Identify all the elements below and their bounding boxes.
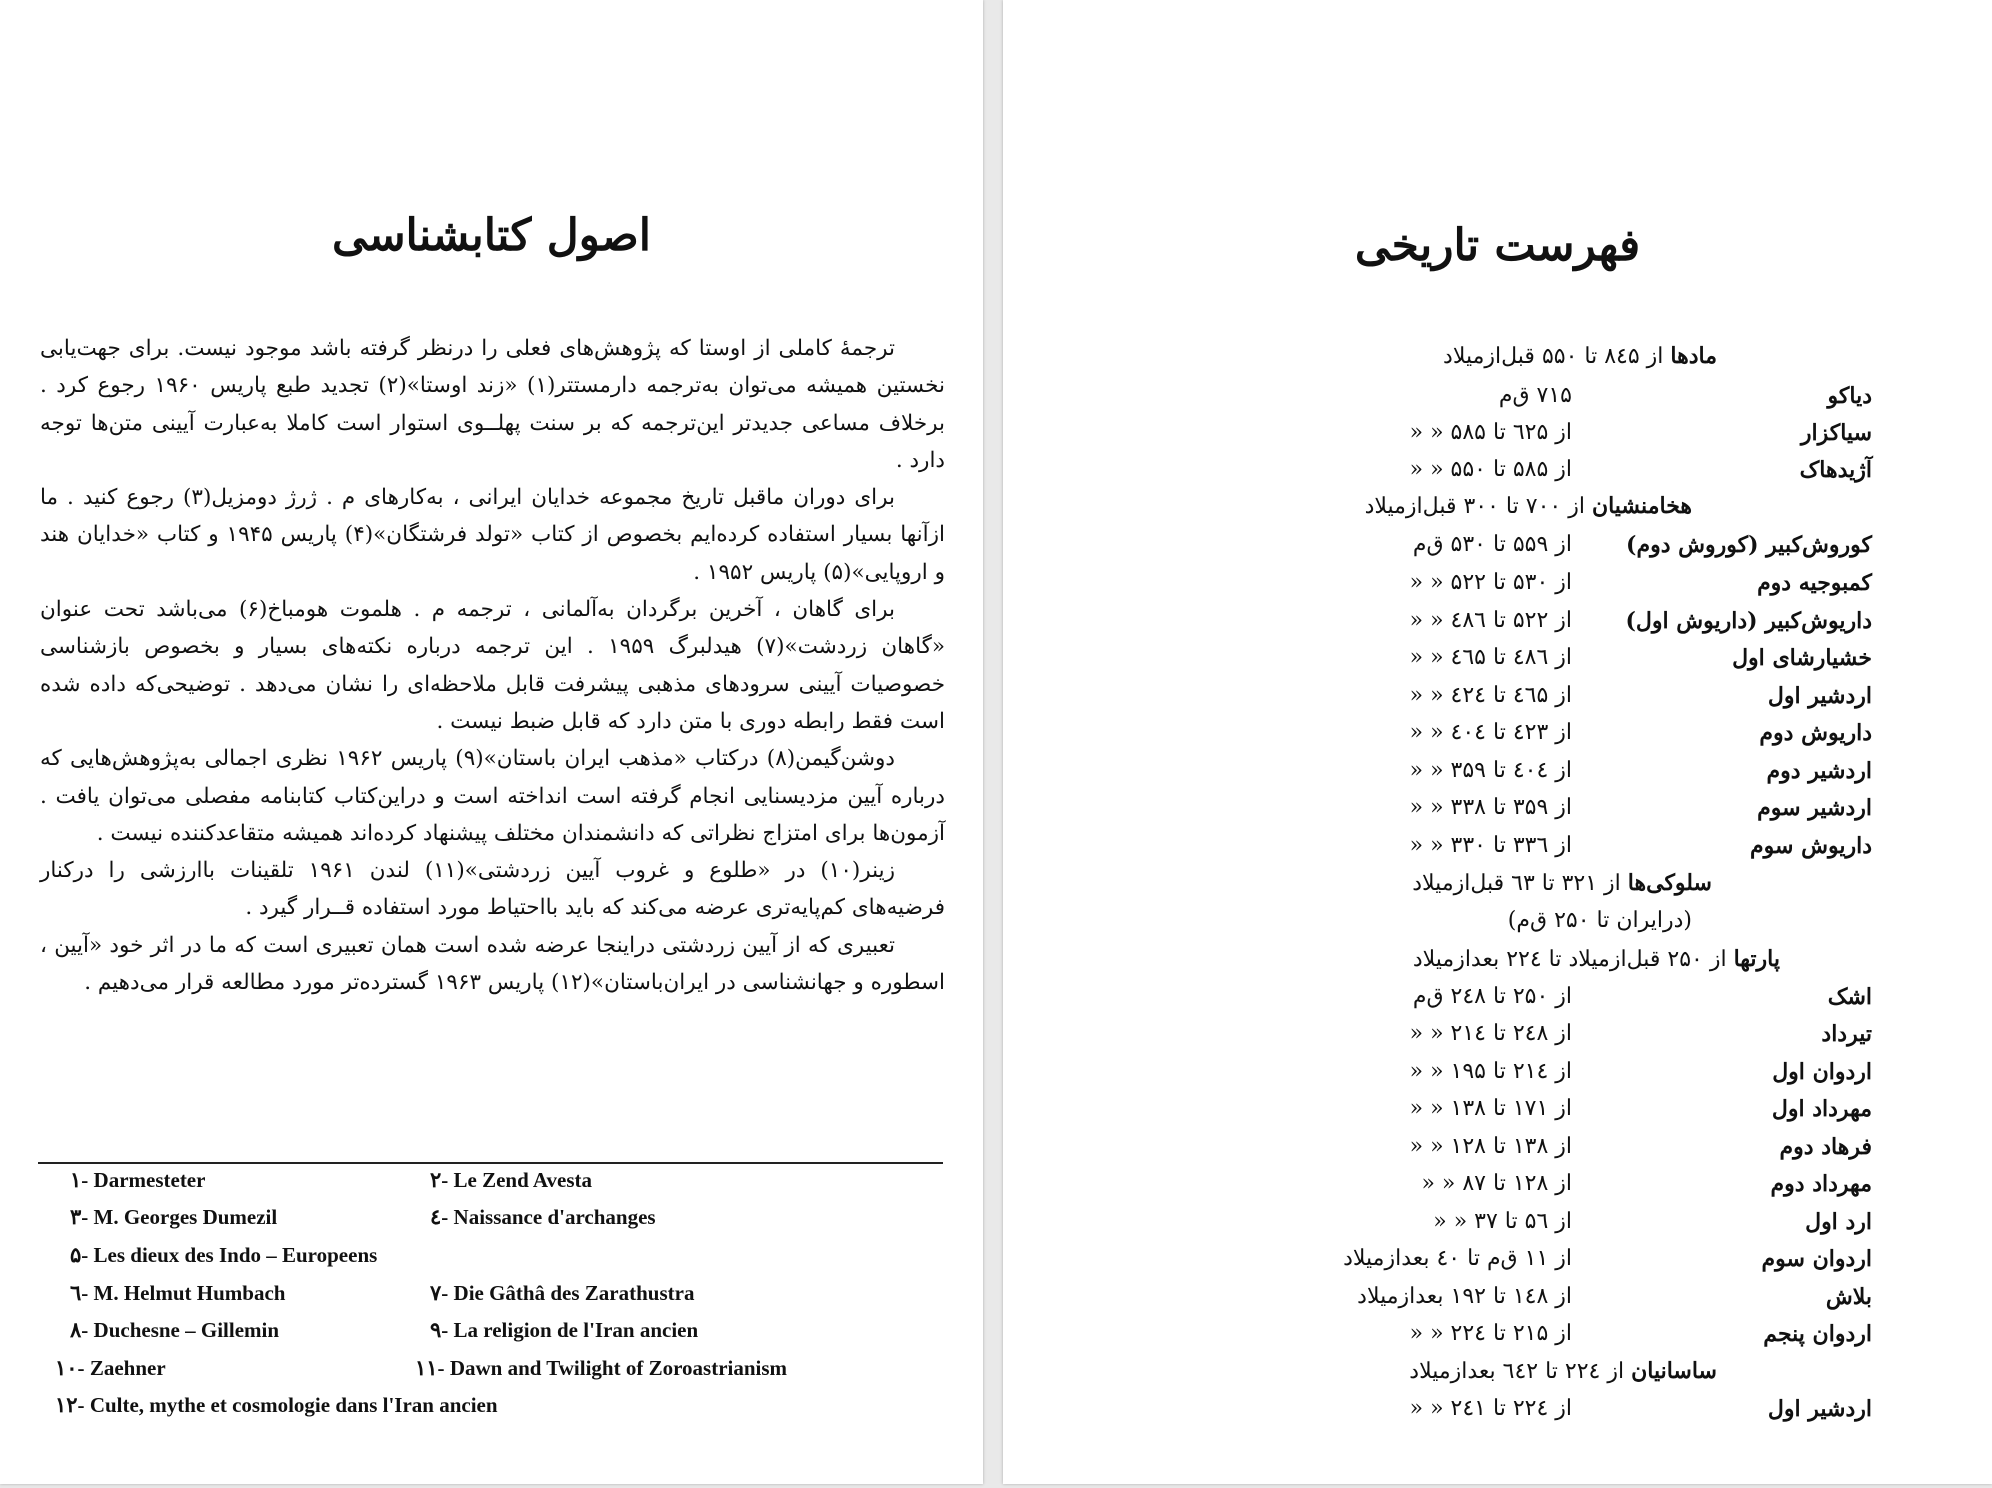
ruler-name: ارد اول <box>1805 1209 1872 1235</box>
footnote-number: ۱۰- <box>55 1356 85 1380</box>
ruler-row <box>1172 683 1872 715</box>
footnote-number: ۱۱- <box>415 1356 445 1380</box>
dynasty-range: از ۸٤۵ تا ۵۵۰ قبل‌ازمیلاد <box>1443 344 1664 369</box>
ruler-row <box>1172 1284 1872 1316</box>
right-page <box>1003 0 1992 1484</box>
ruler-name: سیاکزار <box>1800 420 1872 446</box>
footnote-text: Duchesne – Gillemin <box>93 1318 280 1342</box>
footnote-item <box>430 1318 698 1343</box>
dynasty-name: سلوکی‌ها <box>1627 870 1712 896</box>
ruler-name: تیرداد <box>1821 1021 1872 1047</box>
dynasty-header <box>1413 946 1780 972</box>
ruler-row <box>1172 1021 1872 1053</box>
footnote-number: ۲- <box>430 1168 449 1192</box>
ruler-range: از ۱۲۸ تا ۸۷ « « <box>1421 1171 1572 1196</box>
ruler-name: مهرداد دوم <box>1770 1171 1872 1197</box>
ruler-name: اردشیر سوم <box>1757 795 1872 821</box>
left-page <box>0 0 983 1484</box>
ruler-range: از ۵۵۹ تا ۵۳۰ ق‌م <box>1412 532 1572 557</box>
footnote-text: M. Helmut Humbach <box>93 1281 286 1305</box>
ruler-name: اردوان اول <box>1772 1059 1872 1085</box>
footnote-number: ۹- <box>430 1318 449 1342</box>
ruler-row <box>1172 984 1872 1016</box>
ruler-name: داریوش دوم <box>1759 720 1872 746</box>
ruler-range: از ۵۸۵ تا ۵۵۰ « « <box>1409 457 1572 482</box>
dynasty-header <box>1409 1358 1717 1384</box>
ruler-row <box>1172 570 1872 602</box>
footnote-item <box>70 1281 285 1306</box>
footnote-text: M. Georges Dumezil <box>93 1205 278 1229</box>
ruler-range: از ۱۱ ق‌م تا ٤۰ بعدازمیلاد <box>1343 1246 1572 1271</box>
ruler-range: از ۲۱۵ تا ۲۲٤ « « <box>1409 1321 1572 1346</box>
footnote-divider <box>38 1162 943 1164</box>
ruler-row <box>1172 420 1872 452</box>
ruler-row <box>1172 383 1872 415</box>
ruler-name: خشیارشای اول <box>1732 645 1872 671</box>
ruler-row <box>1172 608 1872 640</box>
footnote-text: Zaehner <box>89 1356 166 1380</box>
paragraph: تعبیری که از آیین زردشتی دراینجا عرضه شده است همان تعبیری است که ما در اثر خود «آیین ، اسطوره و جهانشناسی در ایران‌باستان»(۱۲) پاریس ۱۹۶۳ گسترده‌تر مورد مطالعه قرار می‌دهیم . <box>40 932 945 996</box>
dynasty-name: پارتها <box>1733 946 1780 972</box>
dynasty-name: ساسانیان <box>1631 1358 1717 1384</box>
ruler-name: داریوش‌کبیر (داریوش اول) <box>1625 608 1872 634</box>
ruler-range: از ۳۵۹ تا ۳۳۸ « « <box>1409 795 1572 820</box>
ruler-range: از ٤۰٤ تا ۳۵۹ « « <box>1409 758 1572 783</box>
ruler-range: از ٦۲۵ تا ۵۸۵ « « <box>1409 420 1572 445</box>
ruler-row <box>1172 833 1872 865</box>
chronology-title: فهرست تاریخی <box>1354 220 1641 271</box>
paragraph: زینر(۱۰) در «طلوع و غروب آیین زردشتی»(۱۱) لندن ۱۹۶۱ تلقینات باارزشی را درکنار فرضیه‌های کم‌پایه‌تری عرضه می‌کند که باید بااحتیاط مورد استفاده قــرار گیرد . <box>40 858 945 921</box>
dynasty-header <box>1443 343 1717 369</box>
footnote-item <box>70 1168 205 1193</box>
footnote-number: ۸- <box>70 1318 89 1342</box>
dynasty-range: از ۷۰۰ تا ۳۰۰ قبل‌ازمیلاد <box>1364 494 1585 519</box>
footnote-number: ۱۲- <box>55 1393 85 1417</box>
chronology-list <box>1003 0 1992 1484</box>
ruler-range: از ۵۲۲ تا ٤۸٦ « « <box>1409 608 1572 633</box>
footnote-item <box>70 1243 377 1268</box>
ruler-name: دیاکو <box>1827 383 1872 409</box>
ruler-range: از ۵٦ تا ۳۷ « « <box>1433 1209 1572 1234</box>
ruler-name: اردشیر دوم <box>1766 758 1872 784</box>
footnote-number: ۳- <box>70 1205 89 1229</box>
ruler-name: کوروش‌کبیر (کوروش دوم) <box>1626 532 1872 558</box>
dynasty-name: مادها <box>1670 343 1717 369</box>
footnote-number: ۷- <box>430 1281 449 1305</box>
footnote-item <box>70 1318 279 1343</box>
ruler-name: داریوش سوم <box>1750 833 1872 859</box>
paragraph: دوشن‌گیمن(۸) درکتاب «مذهب ایران باستان»(۹) پاریس ۱۹۶۲ نظری اجمالی به‌پژوهش‌هایی که درباره آیین مزدیسنایی انجام گرفته است انداخته است و دراین‌کتاب کتابنامه مفصلی می‌توان یافت . آزمون‌ها برای امتزاج نظراتی که دانشمندان مختلف پیشنهاد کرده‌اند همیشه متقاعدکننده نیست . <box>40 746 945 846</box>
footnote-item <box>70 1205 277 1230</box>
footnote-item <box>55 1356 166 1381</box>
ruler-row <box>1172 1059 1872 1091</box>
footnote-number: ٦- <box>70 1281 89 1305</box>
footnote-text: Les dieux des Indo – Europeens <box>93 1243 378 1267</box>
ruler-range: از ۵۳۰ تا ۵۲۲ « « <box>1409 570 1572 595</box>
dynasty-range: از ۲۵۰ قبل‌ازمیلاد تا ۲۲٤ بعدازمیلاد <box>1412 947 1727 972</box>
ruler-row <box>1172 457 1872 489</box>
ruler-range: ۷۱۵ ق‌م <box>1498 383 1572 408</box>
ruler-range: از ۱٤۸ تا ۱۹۲ بعدازمیلاد <box>1357 1284 1572 1309</box>
paragraph: برای گاهان ، آخرین برگردان به‌آلمانی ، ترجمه م . هلموت هومباخ(۶) می‌باشد تحت عنوان «گاهان زردشت»(۷) هیدلبرگ ۱۹۵۹ . این ترجمه درباره نکته‌های بسیار و بخصوص بازشناسی خصوصیات آیینی سرودهای مذهبی پیشرفت قابل ملاحظه‌ای را نشان می‌دهد . توضیحی‌که داده شده است فقط رابطه دوری با متن دارد که قابل ضبط نیست . <box>40 597 946 734</box>
footnote-item <box>415 1356 787 1381</box>
ruler-range: از ۳۳٦ تا ۳۳۰ « « <box>1409 833 1572 858</box>
ruler-row <box>1172 1209 1872 1241</box>
ruler-range: از ۱۳۸ تا ۱۲۸ « « <box>1409 1134 1572 1159</box>
dynasty-header <box>1508 908 1692 933</box>
ruler-range: از ٤۸٦ تا ٤٦۵ « « <box>1409 645 1572 670</box>
ruler-row <box>1172 1171 1872 1203</box>
ruler-row <box>1172 645 1872 677</box>
footnote-item <box>55 1393 498 1418</box>
footnote-text: Dawn and Twilight of Zoroastrianism <box>449 1356 788 1380</box>
ruler-row <box>1172 720 1872 752</box>
ruler-row <box>1172 1134 1872 1166</box>
ruler-name: اشک <box>1827 984 1872 1010</box>
footnote-item <box>430 1281 694 1306</box>
footnote-number: ۵- <box>70 1243 89 1267</box>
footnote-item <box>430 1205 656 1230</box>
ruler-range: از ۲۲٤ تا ۲٤۱ « « <box>1409 1396 1572 1421</box>
ruler-name: کمبوجیه دوم <box>1757 570 1872 596</box>
ruler-name: آژیدهاک <box>1799 457 1872 483</box>
ruler-range: از ٤۲۳ تا ٤۰٤ « « <box>1409 720 1572 745</box>
ruler-range: از ۲۵۰ تا ۲٤۸ ق‌م <box>1412 984 1572 1009</box>
ruler-row <box>1172 1396 1872 1428</box>
ruler-range: از ۲٤۸ تا ۲۱٤ « « <box>1409 1021 1572 1046</box>
footnote-text: Culte, mythe et cosmologie dans l'Iran ancien <box>89 1393 498 1417</box>
dynasty-range: (درایران تا ۲۵۰ ق‌م) <box>1507 908 1692 933</box>
dynasty-range: از ۳۲۱ تا ٦۳ قبل‌ازمیلاد <box>1412 871 1621 896</box>
ruler-name: فرهاد دوم <box>1779 1134 1872 1160</box>
dynasty-header <box>1412 870 1712 896</box>
ruler-row <box>1152 1246 1872 1278</box>
dynasty-name: هخامنشیان <box>1591 493 1692 519</box>
dynasty-range: از ۲۲٤ تا ٦٤۲ بعدازمیلاد <box>1409 1359 1625 1384</box>
dynasty-header <box>1365 493 1692 519</box>
footnote-text: Le Zend Avesta <box>453 1168 592 1192</box>
ruler-name: اردوان پنجم <box>1763 1321 1872 1347</box>
ruler-name: اردوان سوم <box>1761 1246 1872 1272</box>
bibliography-text <box>40 330 945 1001</box>
footnote-text: Naissance d'archanges <box>453 1205 656 1229</box>
ruler-name: بلاش <box>1825 1284 1872 1310</box>
ruler-name: اردشیر اول <box>1767 1396 1872 1422</box>
footnote-text: La religion de l'Iran ancien <box>453 1318 699 1342</box>
ruler-row <box>1172 1321 1872 1353</box>
ruler-range: از ۲۱٤ تا ۱۹۵ « « <box>1409 1059 1572 1084</box>
ruler-range: از ٤٦۵ تا ٤۲٤ « « <box>1409 683 1572 708</box>
bibliography-title: اصول کتابشناسی <box>332 210 651 261</box>
footnote-number: ٤- <box>430 1205 449 1229</box>
ruler-row <box>1172 758 1872 790</box>
ruler-row <box>1172 532 1872 564</box>
footnote-text: Darmesteter <box>93 1168 206 1192</box>
footnote-text: Die Gâthâ des Zarathustra <box>453 1281 695 1305</box>
ruler-name: مهرداد اول <box>1771 1096 1872 1122</box>
ruler-range: از ۱۷۱ تا ۱۳۸ « « <box>1409 1096 1572 1121</box>
paragraph: برای دوران ماقبل تاریخ مجموعه خدایان ایرانی ، به‌کارهای م . ژرژ دومزیل(۳) رجوع کنید . ما ازآنها بسیار استفاده کرده‌ایم بخصوص از کتاب «تولد فرشتگان»(۴) پاریس ۱۹۴۵ و کتاب «خدایان هند و اروپایی»(۵) پاریس ۱۹۵۲ . <box>40 485 945 585</box>
ruler-row <box>1172 795 1872 827</box>
footnote-number: ۱- <box>70 1168 89 1192</box>
ruler-row <box>1172 1096 1872 1128</box>
paragraph: ترجمهٔ کاملی از اوستا که پژوهش‌های فعلی را درنظر گرفته باشد موجود نیست. برای جهت‌یابی نخستین همیشه می‌توان به‌ترجمه دارمستتر(۱) «زند اوستا»(۲) تجدید طبع پاریس ۱۹۶۰ رجوع کرد . برخلاف مساعی جدیدتر این‌ترجمه که بر سنت پهلــوی استوار است کاملا به‌عبارت آیینی متن‌ها توجه دارد . <box>40 336 945 473</box>
ruler-name: اردشیر اول <box>1767 683 1872 709</box>
footnote-item <box>430 1168 592 1193</box>
